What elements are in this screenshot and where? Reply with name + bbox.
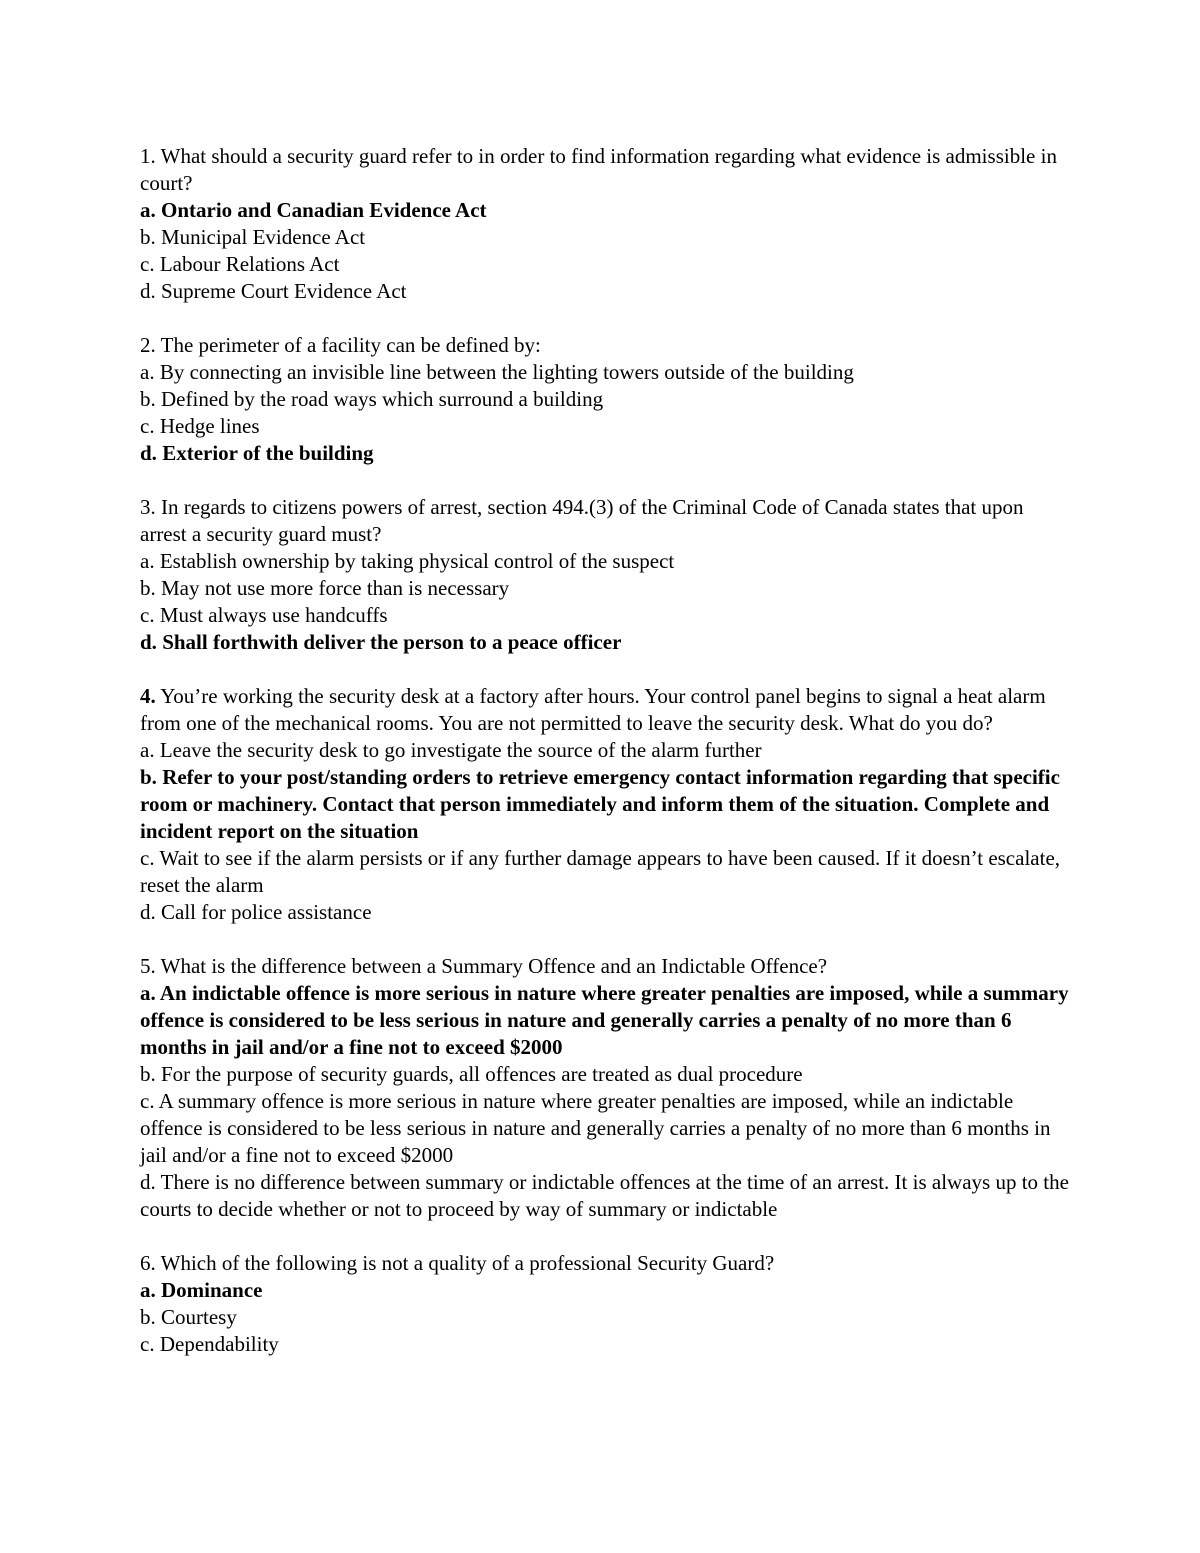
- option-b: [140, 575, 1070, 602]
- question-2: [140, 332, 1070, 467]
- option-a: [140, 548, 1070, 575]
- question-stem: [140, 143, 1070, 197]
- option-c: [140, 251, 1070, 278]
- option-d: [140, 278, 1070, 305]
- option-d: [140, 899, 1070, 926]
- question-text: Which of the following is not a quality of a professional Security Guard?: [160, 1251, 775, 1275]
- question-1: [140, 143, 1070, 305]
- option-b: [140, 1061, 1070, 1088]
- question-number: 2.: [140, 333, 156, 357]
- option-letter: b.: [140, 387, 156, 411]
- option-b: [140, 764, 1070, 845]
- option-text: Establish ownership by taking physical control of the suspect: [159, 549, 675, 573]
- question-5: [140, 953, 1070, 1223]
- option-text: An indictable offence is more serious in nature where greater penalties are imposed, while a summary offence is considered to be less serious in nature and generally carries a penalty of no more than 6 months in jail and/or a fine not to exceed $2000: [140, 981, 1069, 1059]
- option-letter: d.: [140, 1170, 156, 1194]
- option-text: There is no difference between summary or indictable offences at the time of an arrest. It is always up to the courts to decide whether or not to proceed by way of summary or indictable: [140, 1170, 1069, 1221]
- option-a: [140, 1277, 1070, 1304]
- option-letter: b.: [140, 576, 156, 600]
- option-b: [140, 224, 1070, 251]
- question-stem: [140, 332, 1070, 359]
- option-text: A summary offence is more serious in nature where greater penalties are imposed, while an indictable offence is considered to be less serious in nature and generally carries a penalty of no more than 6 months in jail and/or a fine not to exceed $2000: [140, 1089, 1051, 1167]
- question-number: 4.: [140, 684, 156, 708]
- question-stem: [140, 1250, 1070, 1277]
- option-letter: c.: [140, 603, 155, 627]
- question-text: The perimeter of a facility can be defined by:: [160, 333, 541, 357]
- option-d: [140, 1169, 1070, 1223]
- question-text: In regards to citizens powers of arrest, section 494.(3) of the Criminal Code of Canada states that upon arrest a security guard must?: [140, 495, 1024, 546]
- question-stem: [140, 683, 1070, 737]
- question-6: [140, 1250, 1070, 1358]
- question-number: 1.: [140, 144, 156, 168]
- option-text: Labour Relations Act: [159, 252, 340, 276]
- question-number: 3.: [140, 495, 156, 519]
- question-stem: [140, 494, 1070, 548]
- option-a: [140, 980, 1070, 1061]
- option-text: May not use more force than is necessary: [161, 576, 510, 600]
- option-letter: c.: [140, 1089, 155, 1113]
- option-text: Defined by the road ways which surround a building: [161, 387, 604, 411]
- option-c: [140, 1331, 1070, 1358]
- option-letter: c.: [140, 414, 155, 438]
- option-c: [140, 1088, 1070, 1169]
- option-letter: b.: [140, 1305, 156, 1329]
- question-3: [140, 494, 1070, 656]
- option-a: [140, 359, 1070, 386]
- option-text: Leave the security desk to go investigate the source of the alarm further: [159, 738, 762, 762]
- question-text: What is the difference between a Summary Offence and an Indictable Offence?: [160, 954, 828, 978]
- option-c: [140, 602, 1070, 629]
- option-b: [140, 1304, 1070, 1331]
- option-letter: b.: [140, 225, 156, 249]
- option-text: Wait to see if the alarm persists or if any further damage appears to have been caused. If it doesn’t escalate, reset the alarm: [140, 846, 1061, 897]
- option-text: Hedge lines: [159, 414, 260, 438]
- option-text: Call for police assistance: [161, 900, 372, 924]
- option-text: Dominance: [161, 1278, 263, 1302]
- option-letter: b.: [140, 765, 157, 789]
- option-letter: d.: [140, 900, 156, 924]
- option-c: [140, 845, 1070, 899]
- option-text: For the purpose of security guards, all offences are treated as dual procedure: [161, 1062, 803, 1086]
- option-letter: a.: [140, 360, 155, 384]
- option-letter: c.: [140, 846, 155, 870]
- option-letter: d.: [140, 279, 156, 303]
- option-letter: a.: [140, 1278, 156, 1302]
- option-text: Courtesy: [161, 1305, 237, 1329]
- option-d: [140, 440, 1070, 467]
- question-number: 6.: [140, 1251, 156, 1275]
- question-stem: [140, 953, 1070, 980]
- question-text: You’re working the security desk at a factory after hours. Your control panel begins to signal a heat alarm from one of the mechanical rooms. You are not permitted to leave the security desk. What do you do?: [140, 684, 1046, 735]
- option-text: Exterior of the building: [162, 441, 374, 465]
- option-b: [140, 386, 1070, 413]
- option-letter: a.: [140, 738, 155, 762]
- question-4: [140, 683, 1070, 926]
- option-text: Must always use handcuffs: [159, 603, 388, 627]
- option-text: Supreme Court Evidence Act: [161, 279, 407, 303]
- document-page: [140, 143, 1070, 1385]
- option-letter: a.: [140, 198, 156, 222]
- option-a: [140, 197, 1070, 224]
- option-letter: c.: [140, 252, 155, 276]
- option-a: [140, 737, 1070, 764]
- question-text: What should a security guard refer to in order to find information regarding what evidence is admissible in court?: [140, 144, 1057, 195]
- option-text: Refer to your post/standing orders to retrieve emergency contact information regarding that specific room or machinery. Contact that person immediately and inform them of the situation. Complete and incident report on the situation: [140, 765, 1060, 843]
- option-text: Shall forthwith deliver the person to a peace officer: [162, 630, 622, 654]
- option-letter: a.: [140, 981, 156, 1005]
- option-text: By connecting an invisible line between the lighting towers outside of the building: [159, 360, 854, 384]
- question-number: 5.: [140, 954, 156, 978]
- option-text: Municipal Evidence Act: [161, 225, 366, 249]
- option-letter: b.: [140, 1062, 156, 1086]
- option-d: [140, 629, 1070, 656]
- option-letter: a.: [140, 549, 155, 573]
- option-letter: d.: [140, 441, 157, 465]
- option-letter: c.: [140, 1332, 155, 1356]
- option-c: [140, 413, 1070, 440]
- option-text: Dependability: [159, 1332, 279, 1356]
- option-letter: d.: [140, 630, 157, 654]
- option-text: Ontario and Canadian Evidence Act: [161, 198, 487, 222]
